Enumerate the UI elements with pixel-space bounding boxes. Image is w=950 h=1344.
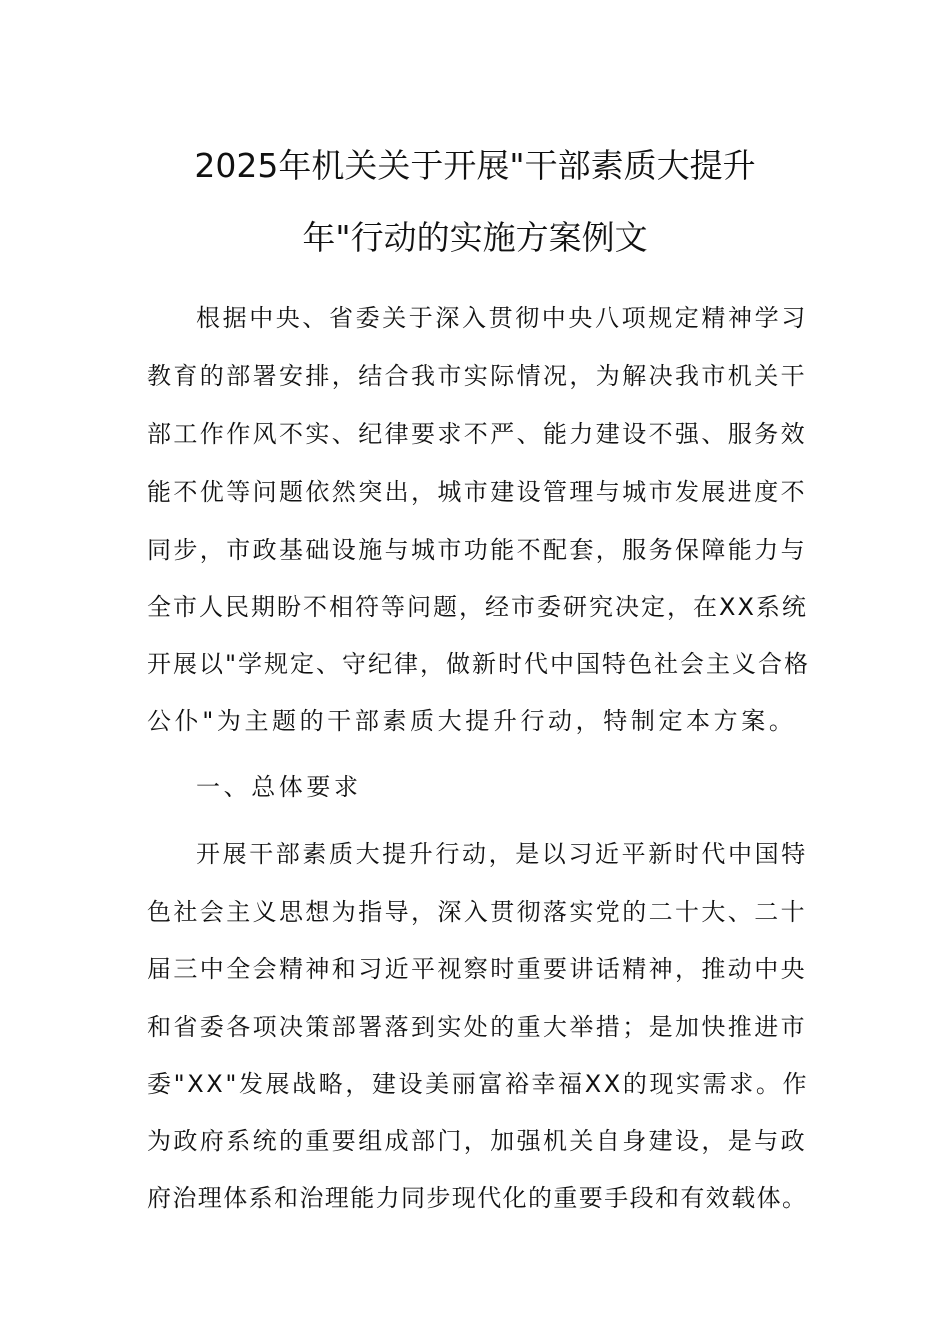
paragraph-line: 同步，市政基础设施与城市功能不配套，服务保障能力与 bbox=[147, 536, 807, 564]
paragraph-line: 教育的部署安排，结合我市实际情况，为解决我市机关干 bbox=[147, 362, 807, 390]
section-heading: 一、总体要求 bbox=[196, 773, 362, 801]
paragraph-line: 部工作作风不实、纪律要求不严、能力建设不强、服务效 bbox=[147, 420, 807, 448]
paragraph-line: 届三中全会精神和习近平视察时重要讲话精神，推动中央 bbox=[147, 955, 807, 983]
paragraph-line: 能不优等问题依然突出，城市建设管理与城市发展进度不 bbox=[147, 478, 807, 506]
document-title-line-1: 2025年机关关于开展"干部素质大提升 bbox=[194, 146, 756, 185]
paragraph-line: 委"XX"发展战略，建设美丽富裕幸福XX的现实需求。作 bbox=[147, 1070, 810, 1098]
paragraph-line: 和省委各项决策部署落到实处的重大举措；是加快推进市 bbox=[147, 1013, 807, 1041]
paragraph-line: 公仆"为主题的干部素质大提升行动，特制定本方案。 bbox=[147, 707, 797, 735]
paragraph-line: 开展以"学规定、守纪律，做新时代中国特色社会主义合格 bbox=[147, 650, 811, 678]
paragraph-line: 开展干部素质大提升行动，是以习近平新时代中国特 bbox=[196, 840, 808, 868]
paragraph-line: 根据中央、省委关于深入贯彻中央八项规定精神学习 bbox=[196, 304, 808, 332]
paragraph-line: 色社会主义思想为指导，深入贯彻落实党的二十大、二十 bbox=[147, 898, 807, 926]
paragraph-line: 为政府系统的重要组成部门，加强机关自身建设，是与政 bbox=[147, 1127, 807, 1155]
paragraph-line: 全市人民期盼不相符等问题，经市委研究决定，在XX系统 bbox=[147, 593, 808, 621]
paragraph-line: 府治理体系和治理能力同步现代化的重要手段和有效载体。 bbox=[147, 1184, 808, 1212]
document-title-line-2: 年"行动的实施方案例文 bbox=[302, 218, 648, 257]
